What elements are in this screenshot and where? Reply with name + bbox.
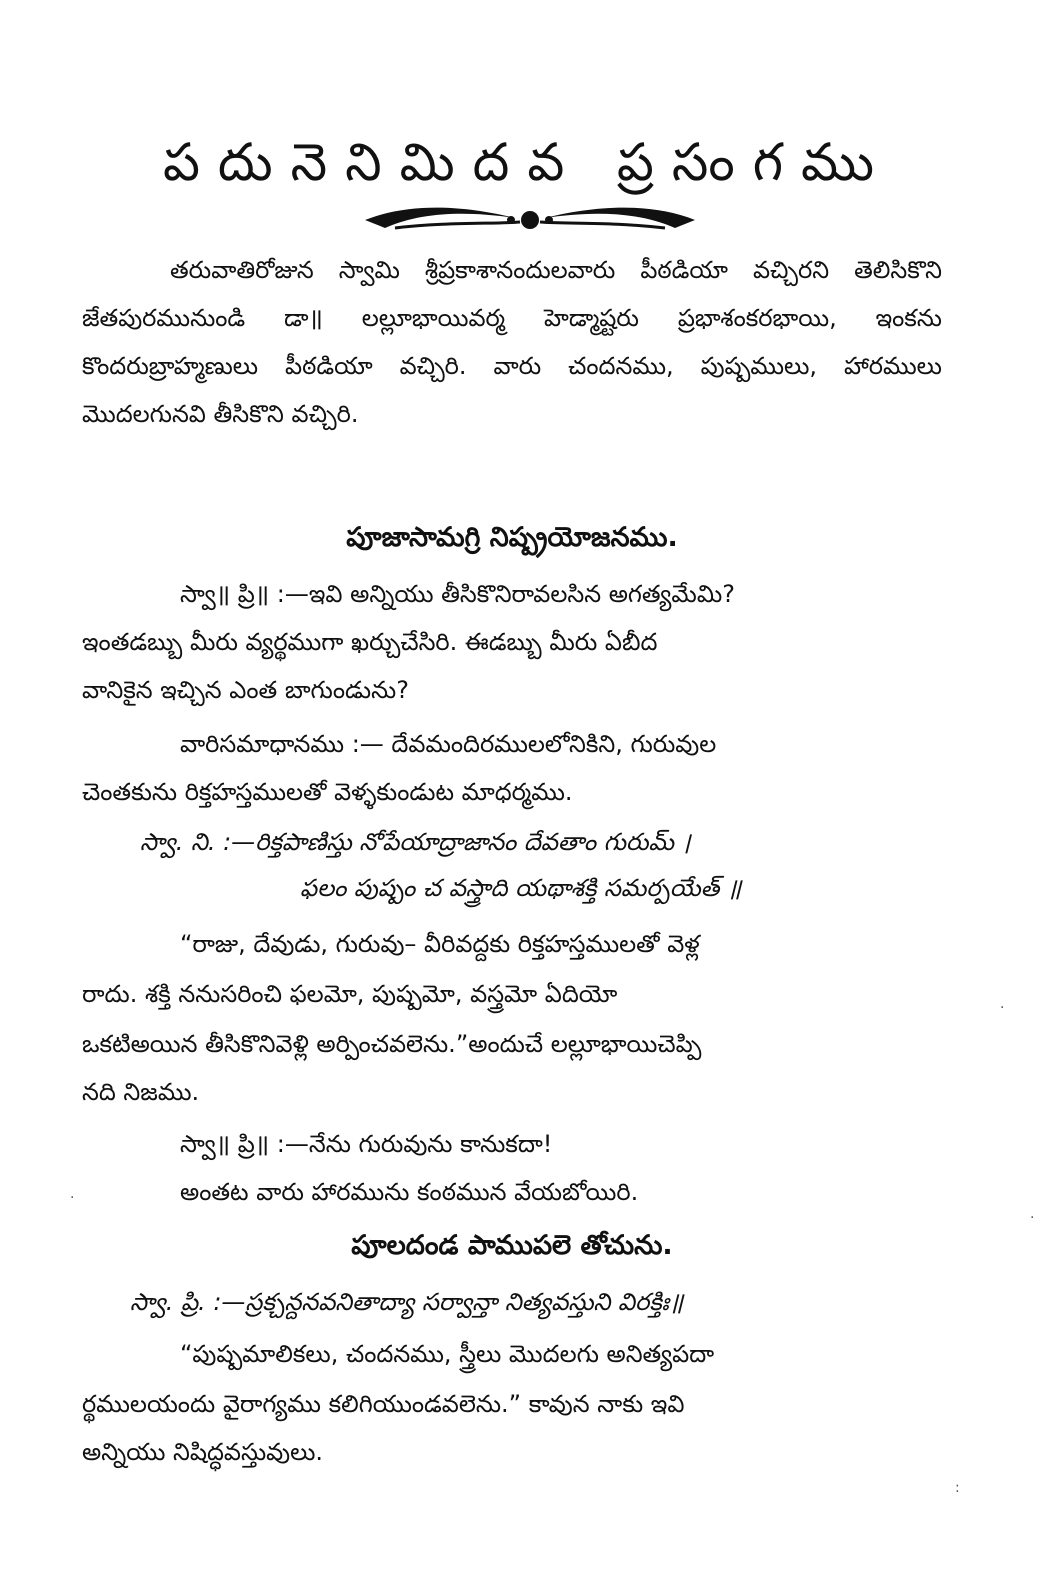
dialogue-line: ర్థములయందు వైరాగ్యము కలిగియుండవలెను.” కావున నాకు ఇవి — [82, 1390, 685, 1418]
dialogue-line: స్వా॥ ప్రి॥ :—నేను గురువును కానుకదా! — [180, 1130, 553, 1158]
chapter-title: పదునెనిమిదవ ప్రసంగము — [162, 133, 893, 193]
dialogue-line: రాదు. శక్తి ననుసరించి ఫలమో, పుష్పమో, వస్త్రమో ఏదియో — [82, 980, 618, 1008]
dialogue-line: అంతట వారు హారమును కంఠమున వేయబోయిరి. — [180, 1178, 639, 1206]
dialogue-line: ఒకటిఅయిన తీసికొనివెళ్లి అర్పించవలెను.”అందుచే లల్లూభాయిచెప్పి — [82, 1030, 702, 1058]
intro-paragraph — [82, 246, 942, 438]
sanskrit-verse-line: స్వా. ప్రి. :—స్రక్చన్దనవనితాద్యా సర్వాన్తా నిత్యవస్తుని విరక్తిః॥ — [130, 1288, 684, 1316]
section-heading-pooja: పూజాసామగ్రి నిష్ప్రయోజనము. — [346, 522, 678, 553]
dialogue-line: “రాజు, దేవుడు, గురువు– వీరివద్దకు రిక్తహస్తములతో వెళ్ల — [180, 930, 700, 958]
scan-speck: · — [1000, 1000, 1005, 1016]
dialogue-line: “పుష్పమాలికలు, చందనము, స్త్రీలు మొదలగు అనిత్యపదా — [180, 1340, 715, 1368]
scan-speck: · — [70, 1190, 75, 1206]
scan-speck: : — [955, 1480, 960, 1496]
scan-speck: · — [1030, 1210, 1035, 1226]
dialogue-line: వానికైన ఇచ్చిన ఎంత బాగుండును? — [82, 676, 409, 704]
dialogue-line: స్వా॥ ప్రి॥ :—ఇవి అన్నియు తీసికొనిరావలసిన అగత్యమేమి? — [180, 580, 735, 608]
dialogue-line: అన్నియు నిషిద్ధవస్తువులు. — [82, 1438, 324, 1466]
dialogue-line: నది నిజము. — [82, 1078, 200, 1106]
sanskrit-verse-line: స్వా. ని. :—రిక్తపాణిస్తు నోపేయాద్రాజానం దేవతాం గురుమ్ । — [140, 828, 691, 856]
dialogue-line: వారిసమాధానము :— దేవమందిరములలోనికిని, గురువుల — [180, 730, 717, 758]
paragraph-text: తరువాతిరోజున స్వామి శ్రీప్రకాశానందులవారు పీఠడియా వచ్చిరని తెలిసికొని జేతపురమునుండి డా॥ లల్లూభాయివర్మ హెడ్మాష్టరు ప్రభాశంకరభాయి, ఇంకను కొందరుబ్రాహ్మణులు పీఠడియా వచ్చిరి. వారు చందనము, పుష్పములు, హారములు మొదలగునవి తీసికొని వచ్చిరి. — [82, 256, 942, 428]
dialogue-line: చెంతకును రిక్తహస్తములతో వెళ్ళకుండుట మాధర్మము. — [82, 778, 573, 806]
section-heading-garland: పూలదండ పాముపలె తోచును. — [351, 1230, 673, 1261]
decorative-divider — [355, 198, 705, 242]
dialogue-line: ఇంతడబ్బు మీరు వ్యర్థముగా ఖర్చుచేసిరి. ఈడబ్బు మీరు ఏబీద — [82, 628, 658, 656]
sanskrit-verse-line: ఫలం పుష్పం చ వస్త్రాది యథాశక్తి సమర్పయేత్ ॥ — [300, 874, 742, 902]
